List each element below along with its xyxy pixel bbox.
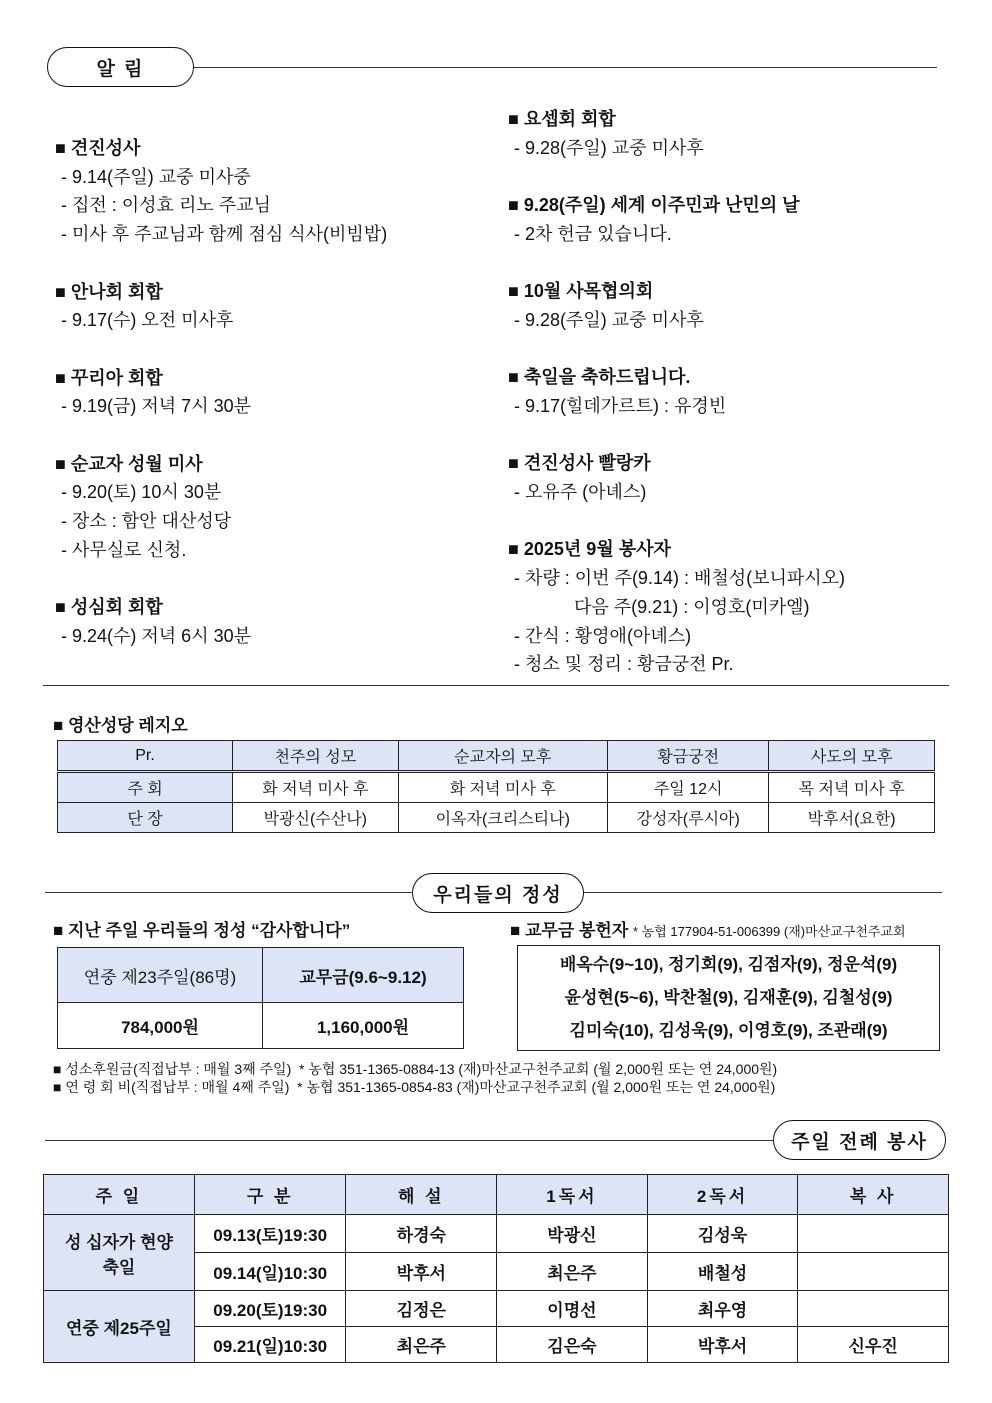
liturgy-header-cell: 복 사 <box>798 1175 949 1215</box>
notices-title: 알 림 <box>47 47 194 87</box>
note-funeral: ■ 연 령 회 비(직접납부 : 매월 4째 주일) * 농협 351-1365-0854-83 (재)마산교구천주교회 (월 2,000원 또는 연 24,000원) <box>53 1079 776 1095</box>
legio-cell: 화 저녁 미사 후 <box>233 772 399 803</box>
liturgy-title: 주일 전례 봉사 <box>773 1120 946 1160</box>
notice-item <box>55 278 495 335</box>
notice-line: - 9.20(토) 10시 30분 <box>61 482 222 503</box>
liturgy-cell: 박후서 <box>346 1253 497 1291</box>
notice-title: ■ 견진성사 <box>55 138 141 158</box>
legio-row <box>58 741 935 772</box>
notice-title: ■ 10월 사목협의회 <box>508 281 654 302</box>
legio-table <box>57 740 935 833</box>
donor-line: 김미숙(10), 김성욱(9), 이영호(9), 조관래(9) <box>569 1021 888 1040</box>
legio-title: ■ 영산성당 레지오 <box>53 716 188 735</box>
liturgy-header-cell: 해 설 <box>346 1175 497 1215</box>
offering-header-sunday: 연중 제23주일(86명) <box>58 948 263 1003</box>
legio-cell: Pr. <box>58 741 233 772</box>
notice-item <box>508 277 948 334</box>
liturgy-cell: 박광신 <box>497 1215 648 1253</box>
notice-line: - 장소 : 함안 대산성당 <box>61 511 232 532</box>
liturgy-cell: 박후서 <box>647 1327 798 1363</box>
notice-item <box>55 364 495 421</box>
offering-title: 우리들의 정성 <box>412 873 584 913</box>
donors-heading-text: ■ 교무금 봉헌자 <box>510 921 629 940</box>
liturgy-header-row <box>44 1175 949 1215</box>
donor-line: 윤성현(5~6), 박찬철(9), 김재훈(9), 김철성(9) <box>564 988 893 1007</box>
notice-title: ■ 순교자 성월 미사 <box>55 453 203 474</box>
liturgy-header-cell: 구 분 <box>194 1175 346 1215</box>
legio-row <box>58 772 935 803</box>
notice-line: - 사무실로 신청. <box>61 539 187 560</box>
legio-cell: 주일 12시 <box>607 772 768 803</box>
offering-header-dues: 교무금(9.6~9.12) <box>263 948 464 1003</box>
liturgy-cell: 09.20(토)19:30 <box>194 1291 346 1327</box>
legio-cell: 황금궁전 <box>607 741 768 772</box>
offering-value-sunday: 784,000원 <box>58 1003 263 1049</box>
legio-cell: 주 회 <box>58 772 233 803</box>
notice-title: ■ 2025년 9월 봉사자 <box>508 539 671 560</box>
liturgy-cell <box>798 1291 949 1327</box>
notice-title: ■ 성심회 회합 <box>55 597 163 618</box>
notice-line: - 9.17(힐데가르트) : 유경빈 <box>514 395 727 416</box>
liturgy-cell: 김성욱 <box>647 1215 798 1253</box>
legio-cell: 천주의 성모 <box>233 741 399 772</box>
notice-line: - 간식 : 황영애(아녜스) <box>514 625 692 646</box>
divider <box>43 685 949 686</box>
notice-line: - 차량 : 이번 주(9.14) : 배철성(보니파시오) <box>514 568 846 589</box>
liturgy-cell: 최우영 <box>647 1291 798 1327</box>
notice-line: - 오유주 (아녜스) <box>514 482 647 503</box>
legio-cell: 단 장 <box>58 803 233 833</box>
legio-cell: 박광신(수산나) <box>233 803 399 833</box>
notice-item <box>55 593 495 650</box>
liturgy-cell: 09.14(일)10:30 <box>194 1253 346 1291</box>
notice-line: - 청소 및 정리 : 황금궁전 Pr. <box>514 654 734 675</box>
offering-value-dues: 1,160,000원 <box>263 1003 464 1049</box>
notice-title: ■ 9.28(주일) 세계 이주민과 난민의 날 <box>508 195 800 216</box>
legio-cell: 사도의 모후 <box>769 741 935 772</box>
notice-line: - 9.19(금) 저녁 7시 30분 <box>61 396 251 417</box>
liturgy-cell <box>798 1253 949 1291</box>
notice-title: ■ 요셉회 회합 <box>508 109 616 129</box>
liturgy-cell: 이명선 <box>497 1291 648 1327</box>
notice-line: - 9.28(주일) 교중 미사후 <box>514 137 704 158</box>
notice-item <box>55 134 495 249</box>
liturgy-table <box>43 1174 949 1363</box>
notice-title: ■ 안나회 회합 <box>55 281 163 302</box>
liturgy-cell <box>798 1215 949 1253</box>
liturgy-cell: 김은숙 <box>497 1327 648 1363</box>
notice-line: - 9.17(수) 오전 미사후 <box>61 310 234 331</box>
note-vocation: ■ 성소후원금(직접납부 : 매월 3째 주일) * 농협 351-1365-0884-13 (재)마산교구천주교회 (월 2,000원 또는 연 24,000원) <box>53 1061 778 1077</box>
liturgy-group-name: 연중 제25주일 <box>44 1291 195 1363</box>
liturgy-row <box>44 1215 949 1253</box>
liturgy-group-name: 성 십자가 현양 축일 <box>44 1215 195 1291</box>
liturgy-header-cell: 2독서 <box>647 1175 798 1215</box>
notice-line: - 미사 후 주교님과 함께 점심 식사(비빔밥) <box>61 224 388 245</box>
liturgy-row <box>44 1291 949 1327</box>
divider <box>45 1140 785 1141</box>
notice-title: ■ 꾸리아 회합 <box>55 367 163 388</box>
legio-cell: 목 저녁 미사 후 <box>769 772 935 803</box>
notice-line: 다음 주(9.21) : 이영호(미카엘) <box>514 596 810 617</box>
notice-item <box>508 449 948 506</box>
liturgy-header-cell: 주 일 <box>44 1175 195 1215</box>
legio-cell: 강성자(루시아) <box>607 803 768 833</box>
liturgy-cell: 신우진 <box>798 1327 949 1363</box>
notice-line: - 2차 헌금 있습니다. <box>514 223 672 244</box>
divider <box>190 67 937 68</box>
donors-account: * 농협 177904-51-006399 (재)마산교구천주교회 <box>632 924 906 939</box>
liturgy-cell: 09.13(토)19:30 <box>194 1215 346 1253</box>
notice-line: - 9.28(주일) 교중 미사후 <box>514 309 704 330</box>
legio-row <box>58 803 935 833</box>
legio-cell: 순교자의 모후 <box>398 741 607 772</box>
offering-heading: ■ 지난 주일 우리들의 정성 “감사합니다” <box>53 921 351 940</box>
liturgy-cell: 최은주 <box>497 1253 648 1291</box>
liturgy-cell: 김정은 <box>346 1291 497 1327</box>
notice-line: - 집전 : 이성효 리노 주교님 <box>61 195 271 216</box>
notice-line: - 9.24(수) 저녁 6시 30분 <box>61 625 251 646</box>
donors-box <box>517 945 940 1051</box>
notices-right-column <box>508 105 948 708</box>
donors-heading <box>510 916 906 941</box>
notice-item <box>508 105 948 162</box>
notice-item <box>508 363 948 420</box>
notice-item <box>508 535 948 679</box>
liturgy-cell: 배철성 <box>647 1253 798 1291</box>
liturgy-header-cell: 1독서 <box>497 1175 648 1215</box>
notice-item <box>508 191 948 248</box>
notice-title: ■ 견진성사 빨랑카 <box>508 453 651 474</box>
legio-cell: 이옥자(크리스티나) <box>398 803 607 833</box>
donor-line: 배옥수(9~10), 정기회(9), 김점자(9), 정운석(9) <box>559 955 898 974</box>
offering-table <box>57 947 464 1049</box>
liturgy-cell: 09.21(일)10:30 <box>194 1327 346 1363</box>
liturgy-cell: 하경숙 <box>346 1215 497 1253</box>
notice-line: - 9.14(주일) 교중 미사중 <box>61 166 251 187</box>
legio-cell: 박후서(요한) <box>769 803 935 833</box>
notices-left-column <box>55 134 495 679</box>
notice-title: ■ 축일을 축하드립니다. <box>508 367 691 388</box>
legio-cell: 화 저녁 미사 후 <box>398 772 607 803</box>
notice-item <box>55 450 495 565</box>
liturgy-cell: 최은주 <box>346 1327 497 1363</box>
